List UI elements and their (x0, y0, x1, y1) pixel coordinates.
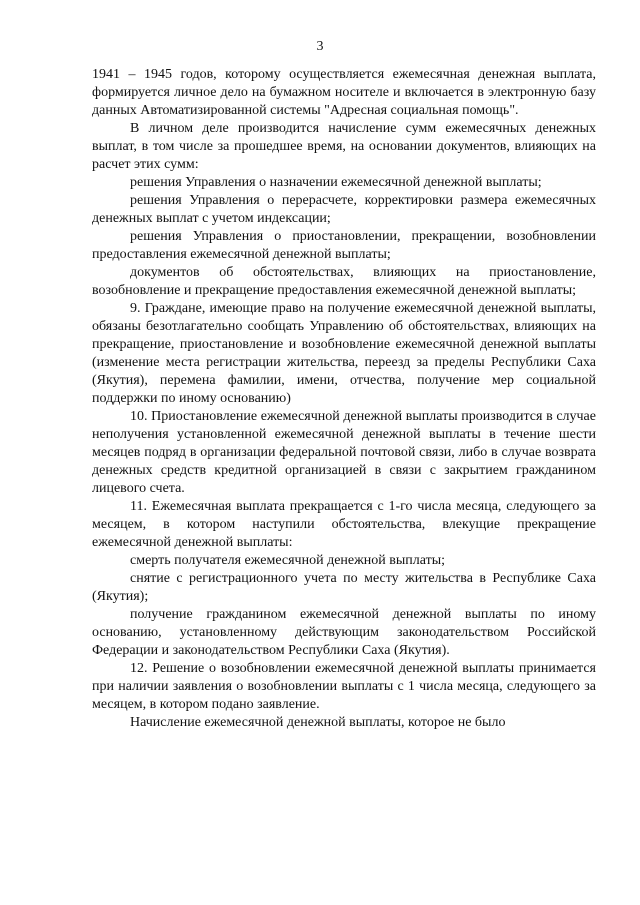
clause-11: 11. Ежемесячная выплата прекращается с 1-го числа месяца, следующего за месяцем, в котором наступили обстоятельства, влекущие прекращение ежемесячной денежной выплаты: (92, 499, 596, 550)
page-number: 3 (316, 39, 324, 54)
paragraph-personal-file: В личном деле производится начисление сумм ежемесячных денежных выплат, в том числе за прошедшее время, на основании документов, влияющих на расчет этих сумм: (92, 121, 596, 172)
list-item-recalculation-decision: решения Управления о перерасчете, корректировки размера ежемесячных денежных выплат с учетом индексации; (92, 193, 596, 226)
paragraph-continuation: 1941 – 1945 годов, которому осуществляется ежемесячная денежная выплата, формируется личное дело на бумажном носителе и включается в электронную базу данных Автоматизированной системы "Адресная социальная помощь". (92, 67, 596, 118)
clause-10: 10. Приостановление ежемесячной денежной выплаты производится в случае неполучения установленной ежемесячной денежной выплаты в течение шести месяцев подряд в организации федеральной почтовой связи, либо в случае возврата денежных средств кредитной организацией в связи с закрытием гражданином лицевого счета. (92, 409, 596, 496)
list-item-deregistration: снятие с регистрационного учета по месту жительства в Республике Саха (Якутия); (92, 571, 596, 604)
list-item-assignment-decision: решения Управления о назначении ежемесячной денежной выплаты; (130, 175, 542, 190)
paragraph-accrual: Начисление ежемесячной денежной выплаты, которое не было (130, 715, 506, 730)
list-item-death: смерть получателя ежемесячной денежной выплаты; (130, 553, 446, 568)
list-item-circumstance-documents: документов об обстоятельствах, влияющих на приостановление, возобновление и прекращение предоставления ежемесячной денежной выплаты; (92, 265, 596, 298)
clause-12: 12. Решение о возобновлении ежемесячной денежной выплаты принимается при наличии заявления о возобновлении выплаты с 1 числа месяца, следующего за месяцем, в котором подано заявление. (92, 661, 596, 712)
list-item-suspension-decision: решения Управления о приостановлении, прекращении, возобновлении предоставления ежемесячной денежной выплаты; (92, 229, 596, 262)
document-body (92, 66, 596, 732)
clause-9: 9. Граждане, имеющие право на получение ежемесячной денежной выплаты, обязаны безотлагательно сообщать Управлению об обстоятельствах, влияющих на прекращение, приостановление и возобновление ежемесячной денежной выплаты (изменение места регистрации жительства, переезд за пределы Республики Саха (Якутия), перемена фамилии, имени, отчества, получение мер социальной поддержки по иному основанию) (92, 301, 596, 406)
list-item-other-basis: получение гражданином ежемесячной денежной выплаты по иному основанию, установленному действующим законодательством Российской Федерации и законодательством Республики Саха (Якутия). (92, 607, 596, 658)
